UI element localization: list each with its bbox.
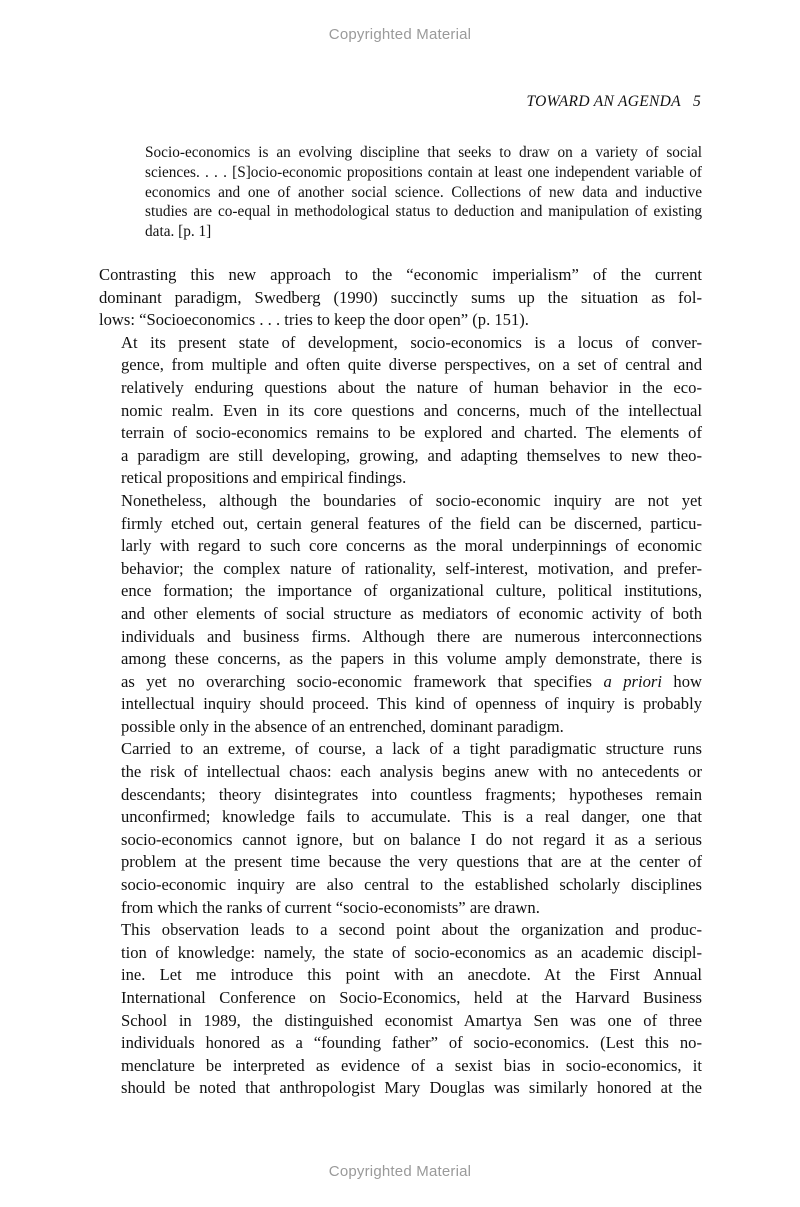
text-line: nomic realm. Even in its core questions and concerns, much of the intellectual — [121, 400, 702, 420]
text-line: Nonetheless, although the boundaries of socio-economic inquiry are not yet — [121, 490, 702, 510]
text-line: gence, from multiple and often quite diverse perspectives, on a set of central and — [121, 355, 702, 375]
text-line: firmly etched out, certain general features of the field can be discerned, particu- — [121, 513, 702, 533]
paragraph-5 — [99, 919, 702, 1100]
text-line: terrain of socio-economics remains to be explored and charted. The elements of — [121, 423, 702, 443]
text-line — [99, 671, 702, 694]
text-fragment: as yet no overarching socio-economic framework that specifies — [121, 671, 604, 691]
text-line: retical propositions and empirical findings. — [121, 468, 407, 488]
text-line: socio-economics cannot ignore, but on balance I do not regard it as a serious — [121, 829, 702, 849]
page-number: 5 — [692, 93, 701, 110]
text-line: This observation leads to a second point about the organization and produc- — [121, 920, 702, 940]
text-line: the risk of intellectual chaos: each analysis begins anew with no antecedents or — [121, 762, 702, 782]
paragraph-4 — [99, 738, 702, 919]
text-line: Contrasting this new approach to the “economic imperialism” of the current — [99, 265, 702, 284]
paragraph-2 — [99, 332, 702, 490]
text-line: larly with regard to such core concerns as the moral underpinnings of economic — [121, 536, 702, 556]
text-line: from which the ranks of current “socio-economists” are drawn. — [121, 897, 540, 917]
text-line: International Conference on Socio-Economics, held at the Harvard Business — [121, 988, 702, 1007]
copyright-watermark-top: Copyrighted Material — [328, 26, 472, 43]
text-line: should be noted that anthropologist Mary Douglas was similarly honored at the — [121, 1078, 702, 1098]
text-line: intellectual inquiry should proceed. This kind of openness of inquiry is probably — [121, 694, 702, 714]
text-line: descendants; theory disintegrates into countless fragments; hypotheses remain — [121, 784, 702, 804]
text-line: relatively enduring questions about the nature of human behavior in the eco- — [121, 377, 702, 397]
text-line: possible only in the absence of an entrenched, dominant paradigm. — [121, 716, 564, 736]
copyright-watermark-bottom: Copyrighted Material — [328, 1163, 472, 1180]
text-fragment: how — [661, 671, 702, 691]
text-line: individuals and business firms. Although there are numerous interconnections — [121, 626, 702, 646]
text-line: dominant paradigm, Swedberg (1990) succinctly sums up the situation as fol- — [99, 287, 702, 307]
text-line: individuals honored as a “founding father” of socio-economics. (Lest this no- — [121, 1033, 702, 1053]
text-line: School in 1989, the distinguished economist Amartya Sen was one of three — [121, 1010, 702, 1030]
text-line: problem at the present time because the very questions that are at the center of — [121, 852, 702, 872]
text-line: unconfirmed; knowledge fails to accumulate. This is a real danger, one that — [121, 807, 702, 827]
text-line: ine. Let me introduce this point with an anecdote. At the First Annual — [121, 965, 702, 985]
text-line: a paradigm are still developing, growing, and adapting themselves to new theo- — [121, 445, 702, 465]
text-line: ence formation; the importance of organizational culture, political institutions, — [121, 581, 702, 601]
block-quote: Socio-economics is an evolving discipline that seeks to draw on a variety of social sciences. . . . [S]ocio-economic propositions contain at least one independent variable of economics and one of another social science. Collections of new data and inductive studies are co-equal in methodological status to deduction and manipulation of existing data. [p. 1] — [145, 144, 702, 241]
running-head — [527, 93, 701, 111]
italic-term: a priori — [603, 671, 662, 691]
text-line: menclature be interpreted as evidence of a sexist bias in socio-economics, it — [121, 1055, 702, 1075]
text-line: lows: “Socioeconomics . . . tries to keep the door open” (p. 151). — [99, 310, 529, 330]
text-line: Carried to an extreme, of course, a lack of a tight paradigmatic structure runs — [121, 739, 702, 759]
text-line: tion of knowledge: namely, the state of socio-economics as an academic discipl- — [121, 942, 702, 962]
text-line: behavior; the complex nature of rationality, self-interest, motivation, and prefer- — [121, 558, 702, 578]
text-line: and other elements of social structure as mediators of economic activity of both — [121, 603, 702, 623]
paragraph-3 — [99, 490, 702, 739]
body-text — [99, 264, 702, 1100]
text-line: At its present state of development, socio-economics is a locus of conver- — [121, 332, 702, 352]
text-line: socio-economic inquiry are also central to the established scholarly disciplines — [121, 875, 702, 895]
running-title: TOWARD AN AGENDA — [526, 93, 681, 110]
paragraph-1 — [99, 264, 702, 332]
text-line: among these concerns, as the papers in this volume amply demonstrate, there is — [121, 649, 702, 669]
